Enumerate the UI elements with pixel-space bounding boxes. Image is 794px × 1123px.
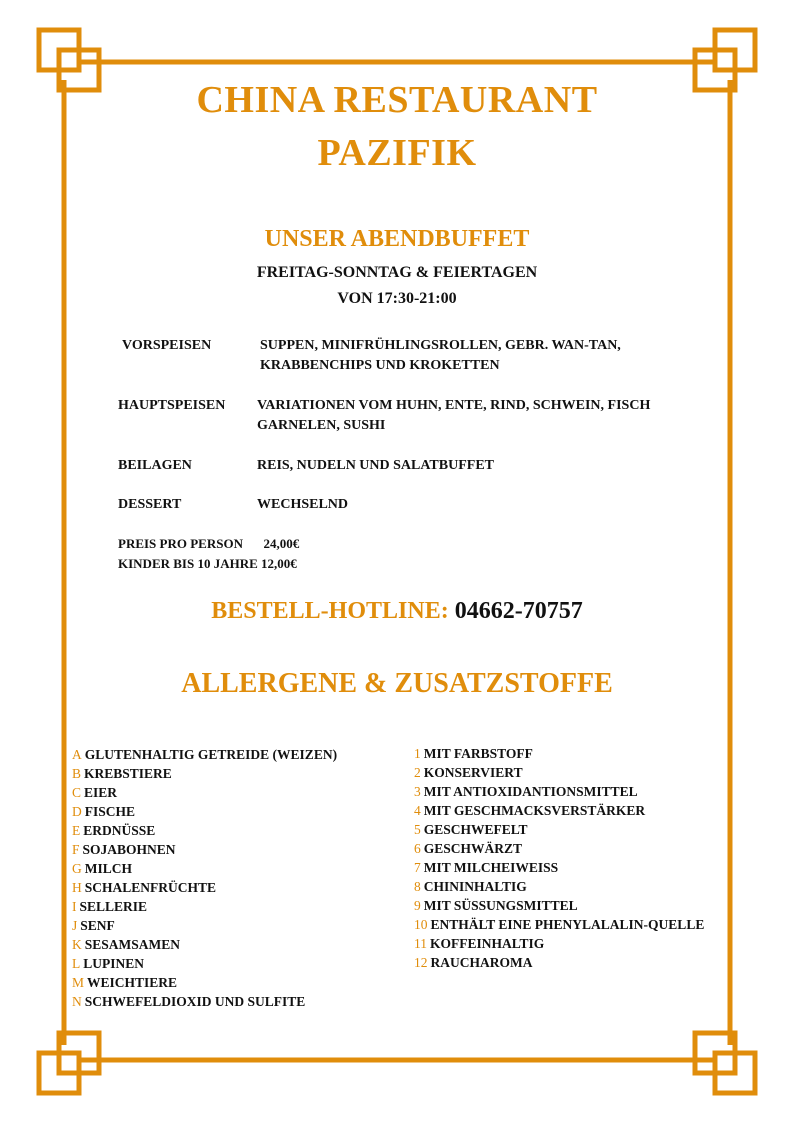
list-item xyxy=(72,973,337,992)
allergen-code: D xyxy=(72,804,82,819)
menu-description xyxy=(257,456,727,476)
list-item xyxy=(72,935,337,954)
list-item xyxy=(414,953,704,972)
menu-description-line: VARIATIONEN VOM HUHN, ENTE, RIND, SCHWEIN, FISCH xyxy=(257,398,651,413)
price-label: PREIS PRO PERSON xyxy=(118,536,243,551)
list-item xyxy=(414,896,704,915)
additive-code: 12 xyxy=(414,955,428,970)
list-item xyxy=(72,897,337,916)
allergen-code: N xyxy=(72,994,82,1009)
list-item xyxy=(414,934,704,953)
menu-description-line: GARNELEN, SUSHI xyxy=(257,418,386,433)
list-item xyxy=(72,783,337,802)
additive-code: 9 xyxy=(414,898,421,913)
allergen-code: C xyxy=(72,785,82,800)
hotline-number: 04662-70757 xyxy=(454,598,583,624)
additive-name: KONSERVIERT xyxy=(423,765,523,780)
additive-name: MIT SÜSSUNGSMITTEL xyxy=(423,898,578,913)
additive-code: 3 xyxy=(414,784,421,799)
allergen-code: I xyxy=(72,899,77,914)
hotline-label: BESTELL-HOTLINE: xyxy=(211,598,449,624)
allergen-code: M xyxy=(72,975,85,990)
menu-category: HAUPTSPEISEN xyxy=(118,398,226,413)
allergen-code: K xyxy=(72,937,82,952)
allergen-name: WEICHTIERE xyxy=(87,975,178,990)
list-item xyxy=(414,744,704,763)
menu-description xyxy=(257,396,727,436)
list-item xyxy=(72,954,337,973)
additive-name: MIT FARBSTOFF xyxy=(423,746,533,761)
list-item xyxy=(72,916,337,935)
menu-description xyxy=(260,336,730,376)
price-children xyxy=(118,556,297,572)
buffet-heading: UNSER ABENDBUFFET xyxy=(264,226,530,252)
list-item xyxy=(414,858,704,877)
allergen-name: ERDNÜSSE xyxy=(83,823,156,838)
allergen-name: MILCH xyxy=(84,861,132,876)
allergen-name: GLUTENHALTIG GETREIDE (WEIZEN) xyxy=(84,747,338,762)
price-amount: 12,00€ xyxy=(261,556,297,571)
additive-name: ENTHÄLT EINE PHENYLALALIN-QUELLE xyxy=(430,917,705,932)
allergen-name: KREBSTIERE xyxy=(84,766,172,781)
allergen-code: L xyxy=(72,956,81,971)
additive-name: KOFFEINHALTIG xyxy=(430,936,545,951)
buffet-hours: VON 17:30-21:00 xyxy=(337,290,457,307)
menu-description-line: WECHSELND xyxy=(257,497,349,512)
price-adult xyxy=(118,536,299,552)
menu-description-line: SUPPEN, MINIFRÜHLINGSROLLEN, GEBR. WAN-TAN, xyxy=(260,338,621,353)
corner-ornament-bottom-left xyxy=(39,1033,99,1093)
allergen-name: SESAMSAMEN xyxy=(84,937,181,952)
order-hotline xyxy=(0,598,794,625)
list-item xyxy=(414,915,704,934)
allergen-code: J xyxy=(72,918,78,933)
list-item xyxy=(414,782,704,801)
additive-name: MIT GESCHMACKSVERSTÄRKER xyxy=(423,803,646,818)
allergen-code: A xyxy=(72,747,82,762)
allergen-name: EIER xyxy=(84,785,118,800)
allergen-name: SOJABOHNEN xyxy=(82,842,176,857)
list-item xyxy=(72,840,337,859)
additive-code: 4 xyxy=(414,803,421,818)
list-item xyxy=(72,821,337,840)
allergen-code: G xyxy=(72,861,82,876)
list-item xyxy=(414,763,704,782)
allergens-heading: ALLERGENE & ZUSATZSTOFFE xyxy=(181,668,613,699)
list-item xyxy=(72,859,337,878)
allergen-list xyxy=(72,745,337,1011)
allergen-code: B xyxy=(72,766,82,781)
additive-name: RAUCHAROMA xyxy=(430,955,533,970)
buffet-days: FREITAG-SONNTAG & FEIERTAGEN xyxy=(256,264,538,281)
menu-category: BEILAGEN xyxy=(118,458,192,473)
list-item xyxy=(72,992,337,1011)
menu-description-line: REIS, NUDELN UND SALATBUFFET xyxy=(257,458,495,473)
allergen-code: H xyxy=(72,880,82,895)
list-item xyxy=(72,878,337,897)
additive-code: 6 xyxy=(414,841,421,856)
list-item xyxy=(72,764,337,783)
menu-category: DESSERT xyxy=(118,497,182,512)
allergen-name: LUPINEN xyxy=(83,956,145,971)
restaurant-title-line2: PAZIFIK xyxy=(317,132,477,174)
menu-category: VORSPEISEN xyxy=(122,338,212,353)
additive-code: 8 xyxy=(414,879,421,894)
list-item xyxy=(414,801,704,820)
list-item xyxy=(414,839,704,858)
additive-name: GESCHWEFELT xyxy=(423,822,528,837)
menu-description xyxy=(257,495,727,515)
restaurant-title-line1: CHINA RESTAURANT xyxy=(196,79,598,121)
additive-name: MIT ANTIOXIDANTIONSMITTEL xyxy=(423,784,638,799)
allergen-name: FISCHE xyxy=(84,804,136,819)
list-item xyxy=(414,820,704,839)
allergen-name: SCHWEFELDIOXID UND SULFITE xyxy=(84,994,306,1009)
menu-description-line: KRABBENCHIPS UND KROKETTEN xyxy=(260,358,500,373)
additive-name: GESCHWÄRZT xyxy=(423,841,523,856)
allergen-name: SENF xyxy=(80,918,115,933)
allergen-name: SELLERIE xyxy=(79,899,148,914)
allergen-name: SCHALENFRÜCHTE xyxy=(84,880,217,895)
list-item xyxy=(414,877,704,896)
additive-code: 5 xyxy=(414,822,421,837)
price-label: KINDER BIS 10 JAHRE xyxy=(118,556,258,571)
additive-code: 11 xyxy=(414,936,427,951)
additive-name: MIT MILCHEIWEISS xyxy=(423,860,559,875)
additive-name: CHININHALTIG xyxy=(423,879,527,894)
allergen-code: E xyxy=(72,823,81,838)
list-item xyxy=(72,745,337,764)
allergen-code: F xyxy=(72,842,80,857)
additive-code: 7 xyxy=(414,860,421,875)
additive-code: 2 xyxy=(414,765,421,780)
price-amount: 24,00€ xyxy=(263,536,300,551)
additive-code: 10 xyxy=(414,917,428,932)
corner-ornament-bottom-right xyxy=(695,1033,755,1093)
additive-list xyxy=(414,744,704,972)
list-item xyxy=(72,802,337,821)
additive-code: 1 xyxy=(414,746,421,761)
